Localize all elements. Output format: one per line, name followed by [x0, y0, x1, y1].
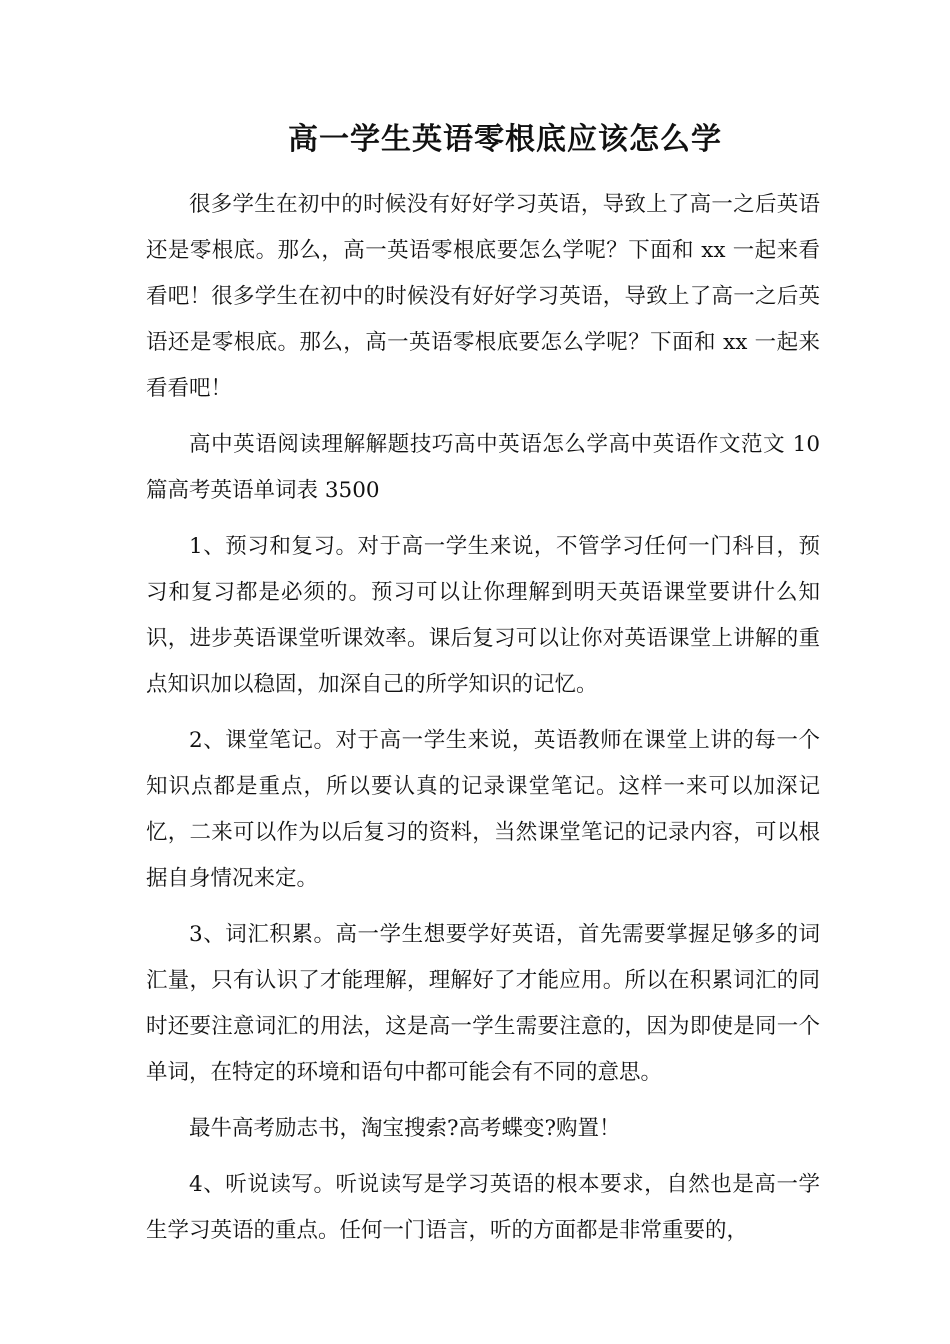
paragraph-point-2: 2、课堂笔记。对于高一学生来说，英语教师在课堂上讲的每一个知识点都是重点，所以要认真的记录课堂笔记。这样一来可以加深记忆，二来可以作为以后复习的资料，当然课堂笔记的记录内容，可以根据自身情况来定。: [146, 728, 820, 891]
paragraph-ad: 最牛高考励志书，淘宝搜索?高考蝶变?购置！: [189, 1116, 621, 1141]
paragraph-point-3: 3、词汇积累。高一学生想要学好英语，首先需要掌握足够多的词汇量，只有认识了才能理解，理解好了才能应用。所以在积累词汇的同时还要注意词汇的用法，这是高一学生需要注意的，因为即使是同一个单词，在特定的环境和语句中都可能会有不同的意思。: [146, 922, 820, 1085]
paragraph-intro: 很多学生在初中的时候没有好好学习英语，导致上了高一之后英语还是零根底。那么，高一英语零根底要怎么学呢？下面和 xx 一起来看看吧！很多学生在初中的时候没有好好学习英语，导致上了高一之后英语还是零根底。那么，高一英语零根底要怎么学呢？下面和 xx 一起来看看吧！: [146, 192, 820, 401]
paragraph-point-1: 1、预习和复习。对于高一学生来说，不管学习任何一门科目，预习和复习都是必须的。预习可以让你理解到明天英语课堂要讲什么知识，进步英语课堂听课效率。课后复习可以让你对英语课堂上讲解的重点知识加以稳固，加深自己的所学知识的记忆。: [146, 534, 820, 697]
paragraph-point-4: 4、听说读写。听说读写是学习英语的根本要求，自然也是高一学生学习英语的重点。任何一门语言，听的方面都是非常重要的，: [146, 1172, 820, 1243]
document-title: 高一学生英语零根底应该怎么学: [288, 122, 722, 157]
paragraph-related-links: 高中英语阅读理解解题技巧高中英语怎么学高中英语作文范文 10 篇高考英语单词表 3500: [146, 432, 820, 503]
document-body: [146, 182, 820, 1264]
